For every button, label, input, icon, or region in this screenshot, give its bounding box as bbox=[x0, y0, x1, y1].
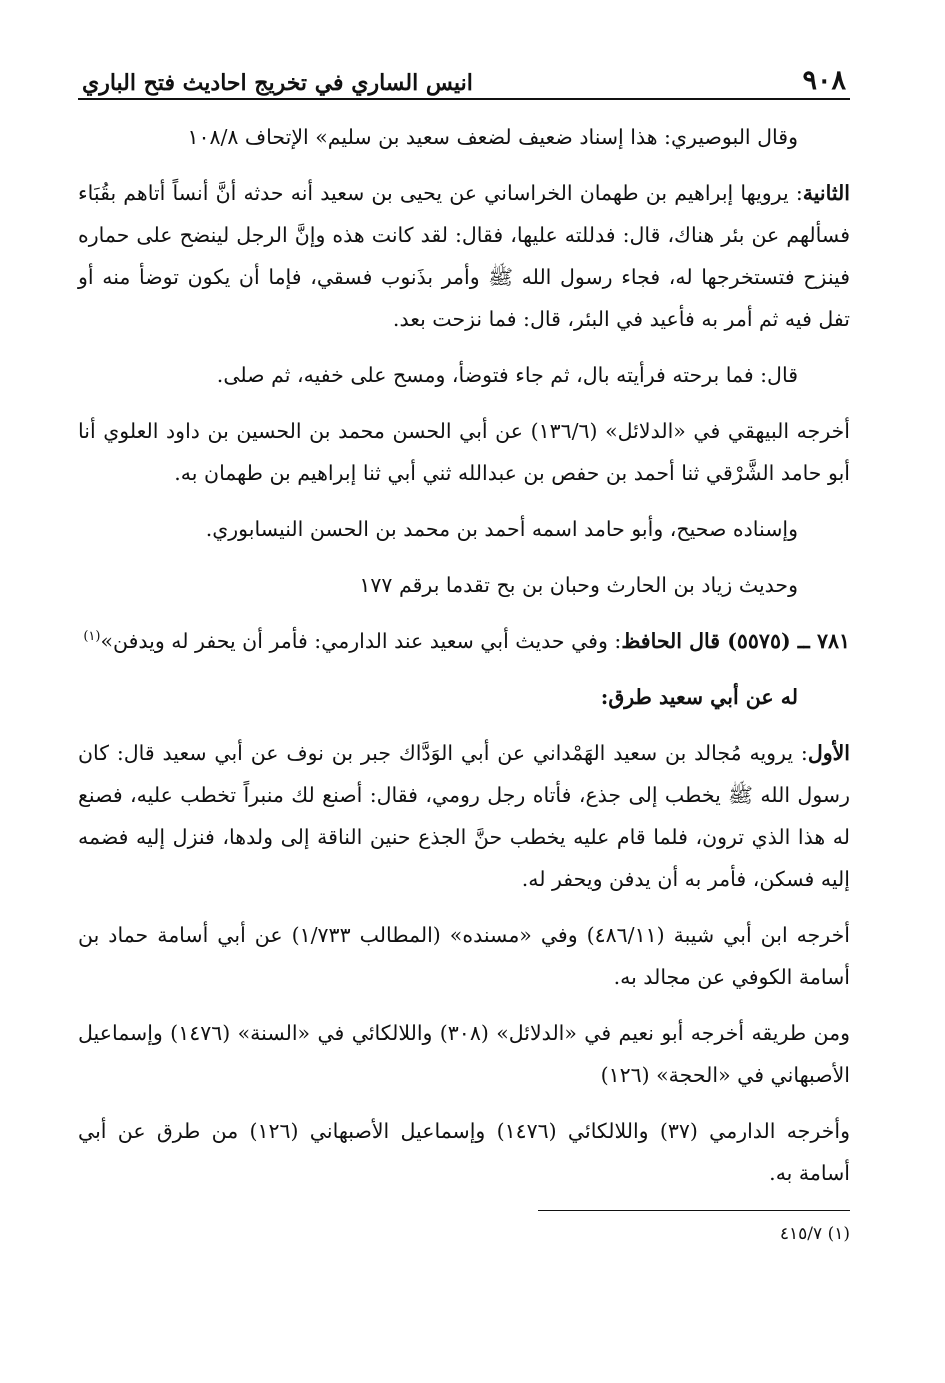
paragraph-text: : يرويه مُجالد بن سعيد الهَمْداني عن أبي الوَدَّاك جبر بن نوف عن أبي سعيد قال: كان رسول الله ﷺ يخطب إلى جذع، فأتاه رجل رومي، فقال: أصنع لك منبراً تخطب عليه، فصنع له هذا الذي ترون، فلما قام عليه يخطب حنَّ الجذع حنين الناقة إلى ولدها، فنزل إليه فضمه إليه فسكن، فأمر به أن يدفن ويحفر له. bbox=[78, 741, 850, 891]
paragraph-label: له عن أبي سعيد طرق: bbox=[600, 685, 798, 709]
paragraph-text: وحديث زياد بن الحارث وحبان بن بح تقدما برقم ١٧٧ bbox=[359, 573, 798, 597]
paragraph-text: وقال البوصيري: هذا إسناد ضعيف لضعف سعيد بن سليم» الإتحاف ١٠٨/٨ bbox=[187, 125, 798, 149]
running-header bbox=[78, 60, 850, 100]
footnote-separator bbox=[538, 1210, 850, 1211]
paragraph bbox=[78, 676, 850, 718]
paragraph-text: أخرجه ابن أبي شيبة (٤٨٦/١١) وفي «مسنده» (المطالب ١/٧٣٣) عن أبي أسامة حماد بن أسامة الكوفي عن مجالد به. bbox=[78, 923, 850, 989]
footnote-marker: (١) bbox=[827, 1224, 850, 1244]
paragraph bbox=[78, 354, 850, 396]
paragraph bbox=[78, 732, 850, 900]
book-page bbox=[78, 60, 850, 1249]
paragraph bbox=[78, 1110, 850, 1194]
paragraph-label: ٧٨١ ــ (٥٥٧٥) قال الحافظ bbox=[621, 629, 850, 653]
paragraph-text: : يرويها إبراهيم بن طهمان الخراساني عن يحيى بن سعيد أنه حدثه أنَّ أنساً أتاهم بقُبَاء فسألهم عن بئر هناك، قال: فدللته عليها، فقال: لقد كانت هذه وإنَّ الرجل لينضح على حماره فينزح فتستخرجها له، فجاء رسول الله ﷺ وأمر بذَنوب فسقي، فإما أن يكون توضأ منه أو تفل فيه ثم أمر به فأعيد في البئر، قال: فما نزحت بعد. bbox=[78, 181, 850, 331]
paragraph-label: الأول bbox=[807, 741, 850, 765]
paragraph bbox=[78, 914, 850, 998]
page-body bbox=[78, 116, 850, 1194]
paragraph-text: وإسناده صحيح، وأبو حامد اسمه أحمد بن محمد بن الحسن النيسابوري. bbox=[205, 517, 798, 541]
paragraph bbox=[78, 410, 850, 494]
footnote-text: ٤١٥/٧ bbox=[779, 1224, 823, 1244]
paragraph-text: أخرجه البيهقي في «الدلائل» (١٣٦/٦) عن أبي الحسن محمد بن الحسين بن داود العلوي أنا أبو حامد الشَّرْقي ثنا أحمد بن حفص بن عبدالله ثني أبي ثنا إبراهيم بن طهمان به. bbox=[78, 419, 850, 485]
footnote bbox=[78, 1219, 850, 1249]
paragraph bbox=[78, 620, 850, 662]
paragraph-text: قال: فما برحته فرأيته بال، ثم جاء فتوضأ، ومسح على خفيه، ثم صلى. bbox=[216, 363, 798, 387]
paragraph bbox=[78, 1012, 850, 1096]
paragraph-text: ومن طريقه أخرجه أبو نعيم في «الدلائل» (٣٠٨) واللالكائي في «السنة» (١٤٧٦) وإسماعيل الأصبهاني في «الحجة» (١٢٦) bbox=[78, 1021, 850, 1087]
paragraph-text: وأخرجه الدارمي (٣٧) واللالكائي (١٤٧٦) وإسماعيل الأصبهاني (١٢٦) من طرق عن أبي أسامة به. bbox=[78, 1119, 850, 1185]
paragraph bbox=[78, 172, 850, 340]
footnote-reference: (١) bbox=[83, 629, 101, 645]
paragraph bbox=[78, 508, 850, 550]
book-title: انيس الساري في تخريج احاديث فتح الباري bbox=[82, 70, 473, 96]
paragraph-text: : وفي حديث أبي سعيد عند الدارمي: فأمر أن يحفر له ويدفن» bbox=[100, 629, 622, 653]
paragraph-label: الثانية bbox=[802, 181, 850, 205]
page-number: ٩٠٨ bbox=[802, 65, 846, 96]
paragraph bbox=[78, 564, 850, 606]
paragraph bbox=[78, 116, 850, 158]
